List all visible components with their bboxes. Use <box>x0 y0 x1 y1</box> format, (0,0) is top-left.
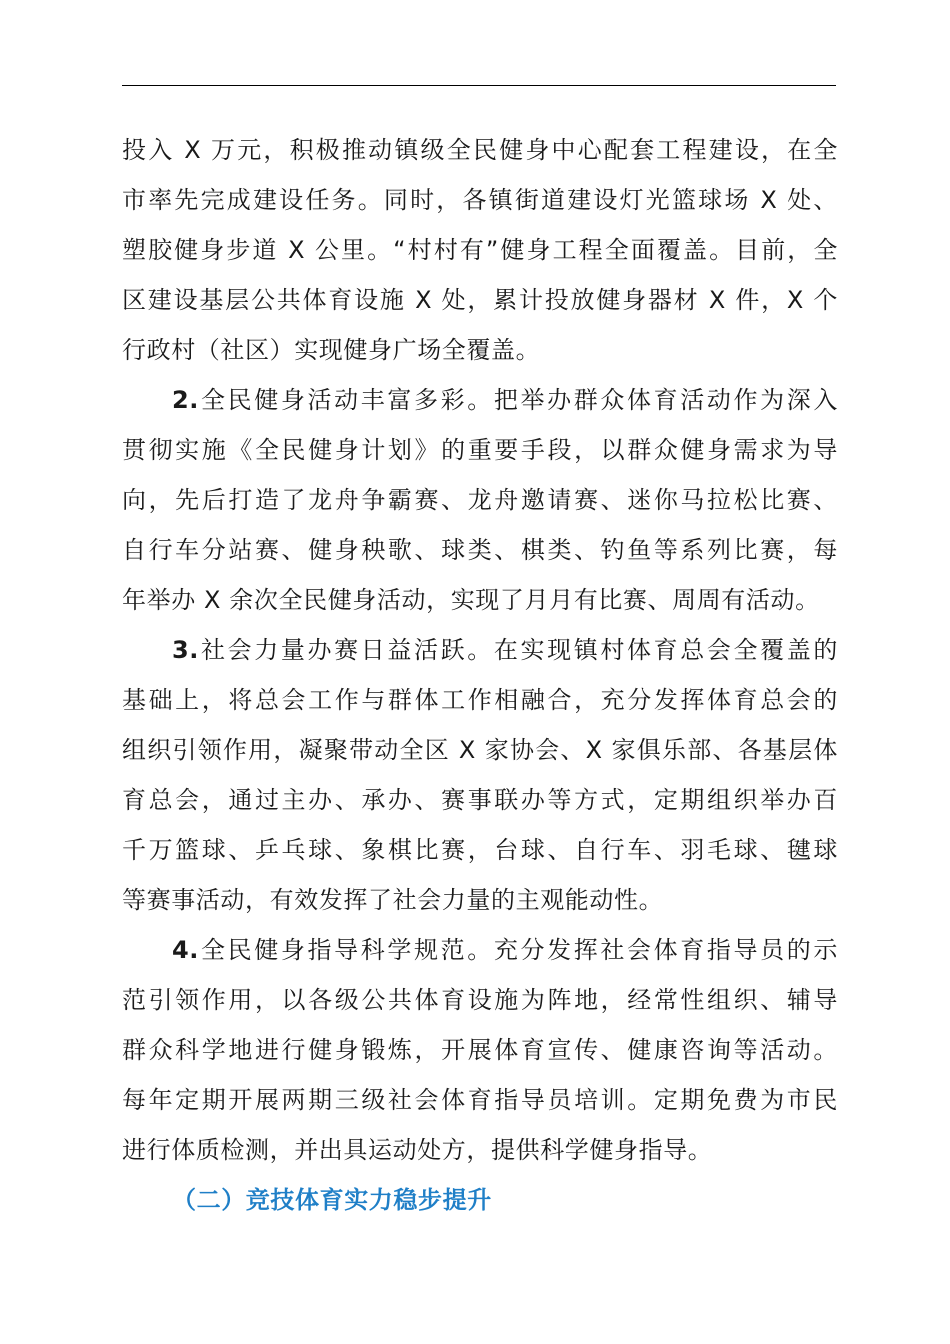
item-first-line <box>122 925 838 975</box>
paragraph-item-4 <box>122 925 838 1175</box>
item-lead-text: 全民健身指导科学规范。充分发挥社会体育指导员的示 <box>199 936 838 964</box>
text-line: 区建设基层公共体育设施 X 处，累计投放健身器材 X 件，X 个 <box>122 286 838 314</box>
text-line: 每年定期开展两期三级社会体育指导员培训。定期免费为市民 <box>122 1086 838 1114</box>
text-line: 向，先后打造了龙舟争霸赛、龙舟邀请赛、迷你马拉松比赛、 <box>122 486 838 514</box>
text-line: 进行体质检测，并出具运动处方，提供科学健身指导。 <box>122 1136 713 1164</box>
text-line: 塑胶健身步道 X 公里。“村村有”健身工程全面覆盖。目前，全 <box>122 236 838 264</box>
text-line: 自行车分站赛、健身秧歌、球类、棋类、钓鱼等系列比赛，每 <box>122 536 838 564</box>
document-body <box>122 125 838 1225</box>
text-line: 群众科学地进行健身锻炼，开展体育宣传、健康咨询等活动。 <box>122 1036 838 1064</box>
text-line: 市率先完成建设任务。同时，各镇街道建设灯光篮球场 X 处、 <box>122 186 838 214</box>
text-line: 投入 X 万元，积极推动镇级全民健身中心配套工程建设，在全 <box>122 136 838 164</box>
paragraph-continuation <box>122 125 838 375</box>
item-first-line <box>122 375 838 425</box>
text-line: 基础上，将总会工作与群体工作相融合，充分发挥体育总会的 <box>122 686 838 714</box>
text-line: 贯彻实施《全民健身计划》的重要手段，以群众健身需求为导 <box>122 436 838 464</box>
item-number: 2. <box>172 386 200 414</box>
text-line: 组织引领作用，凝聚带动全区 X 家协会、X 家俱乐部、各基层体 <box>122 736 838 764</box>
item-first-line <box>122 625 838 675</box>
section-heading: （二）竞技体育实力稳步提升 <box>172 1186 492 1214</box>
text-line: 范引领作用，以各级公共体育设施为阵地，经常性组织、辅导 <box>122 986 838 1014</box>
item-number: 3. <box>172 636 200 664</box>
text-line: 千万篮球、乒乓球、象棋比赛，台球、自行车、羽毛球、毽球 <box>122 836 838 864</box>
paragraph-item-3 <box>122 625 838 925</box>
text-line: 等赛事活动，有效发挥了社会力量的主观能动性。 <box>122 886 664 914</box>
text-line: 年举办 X 余次全民健身活动，实现了月月有比赛、周周有活动。 <box>122 586 820 614</box>
text-line: 行政村（社区）实现健身广场全覆盖。 <box>122 336 541 364</box>
item-lead-text: 全民健身活动丰富多彩。把举办群众体育活动作为深入 <box>199 386 838 414</box>
paragraph-item-2 <box>122 375 838 625</box>
text-line: 育总会，通过主办、承办、赛事联办等方式，定期组织举办百 <box>122 786 838 814</box>
item-number: 4. <box>172 936 200 964</box>
item-lead-text: 社会力量办赛日益活跃。在实现镇村体育总会全覆盖的 <box>199 636 838 664</box>
header-rule <box>122 85 836 86</box>
